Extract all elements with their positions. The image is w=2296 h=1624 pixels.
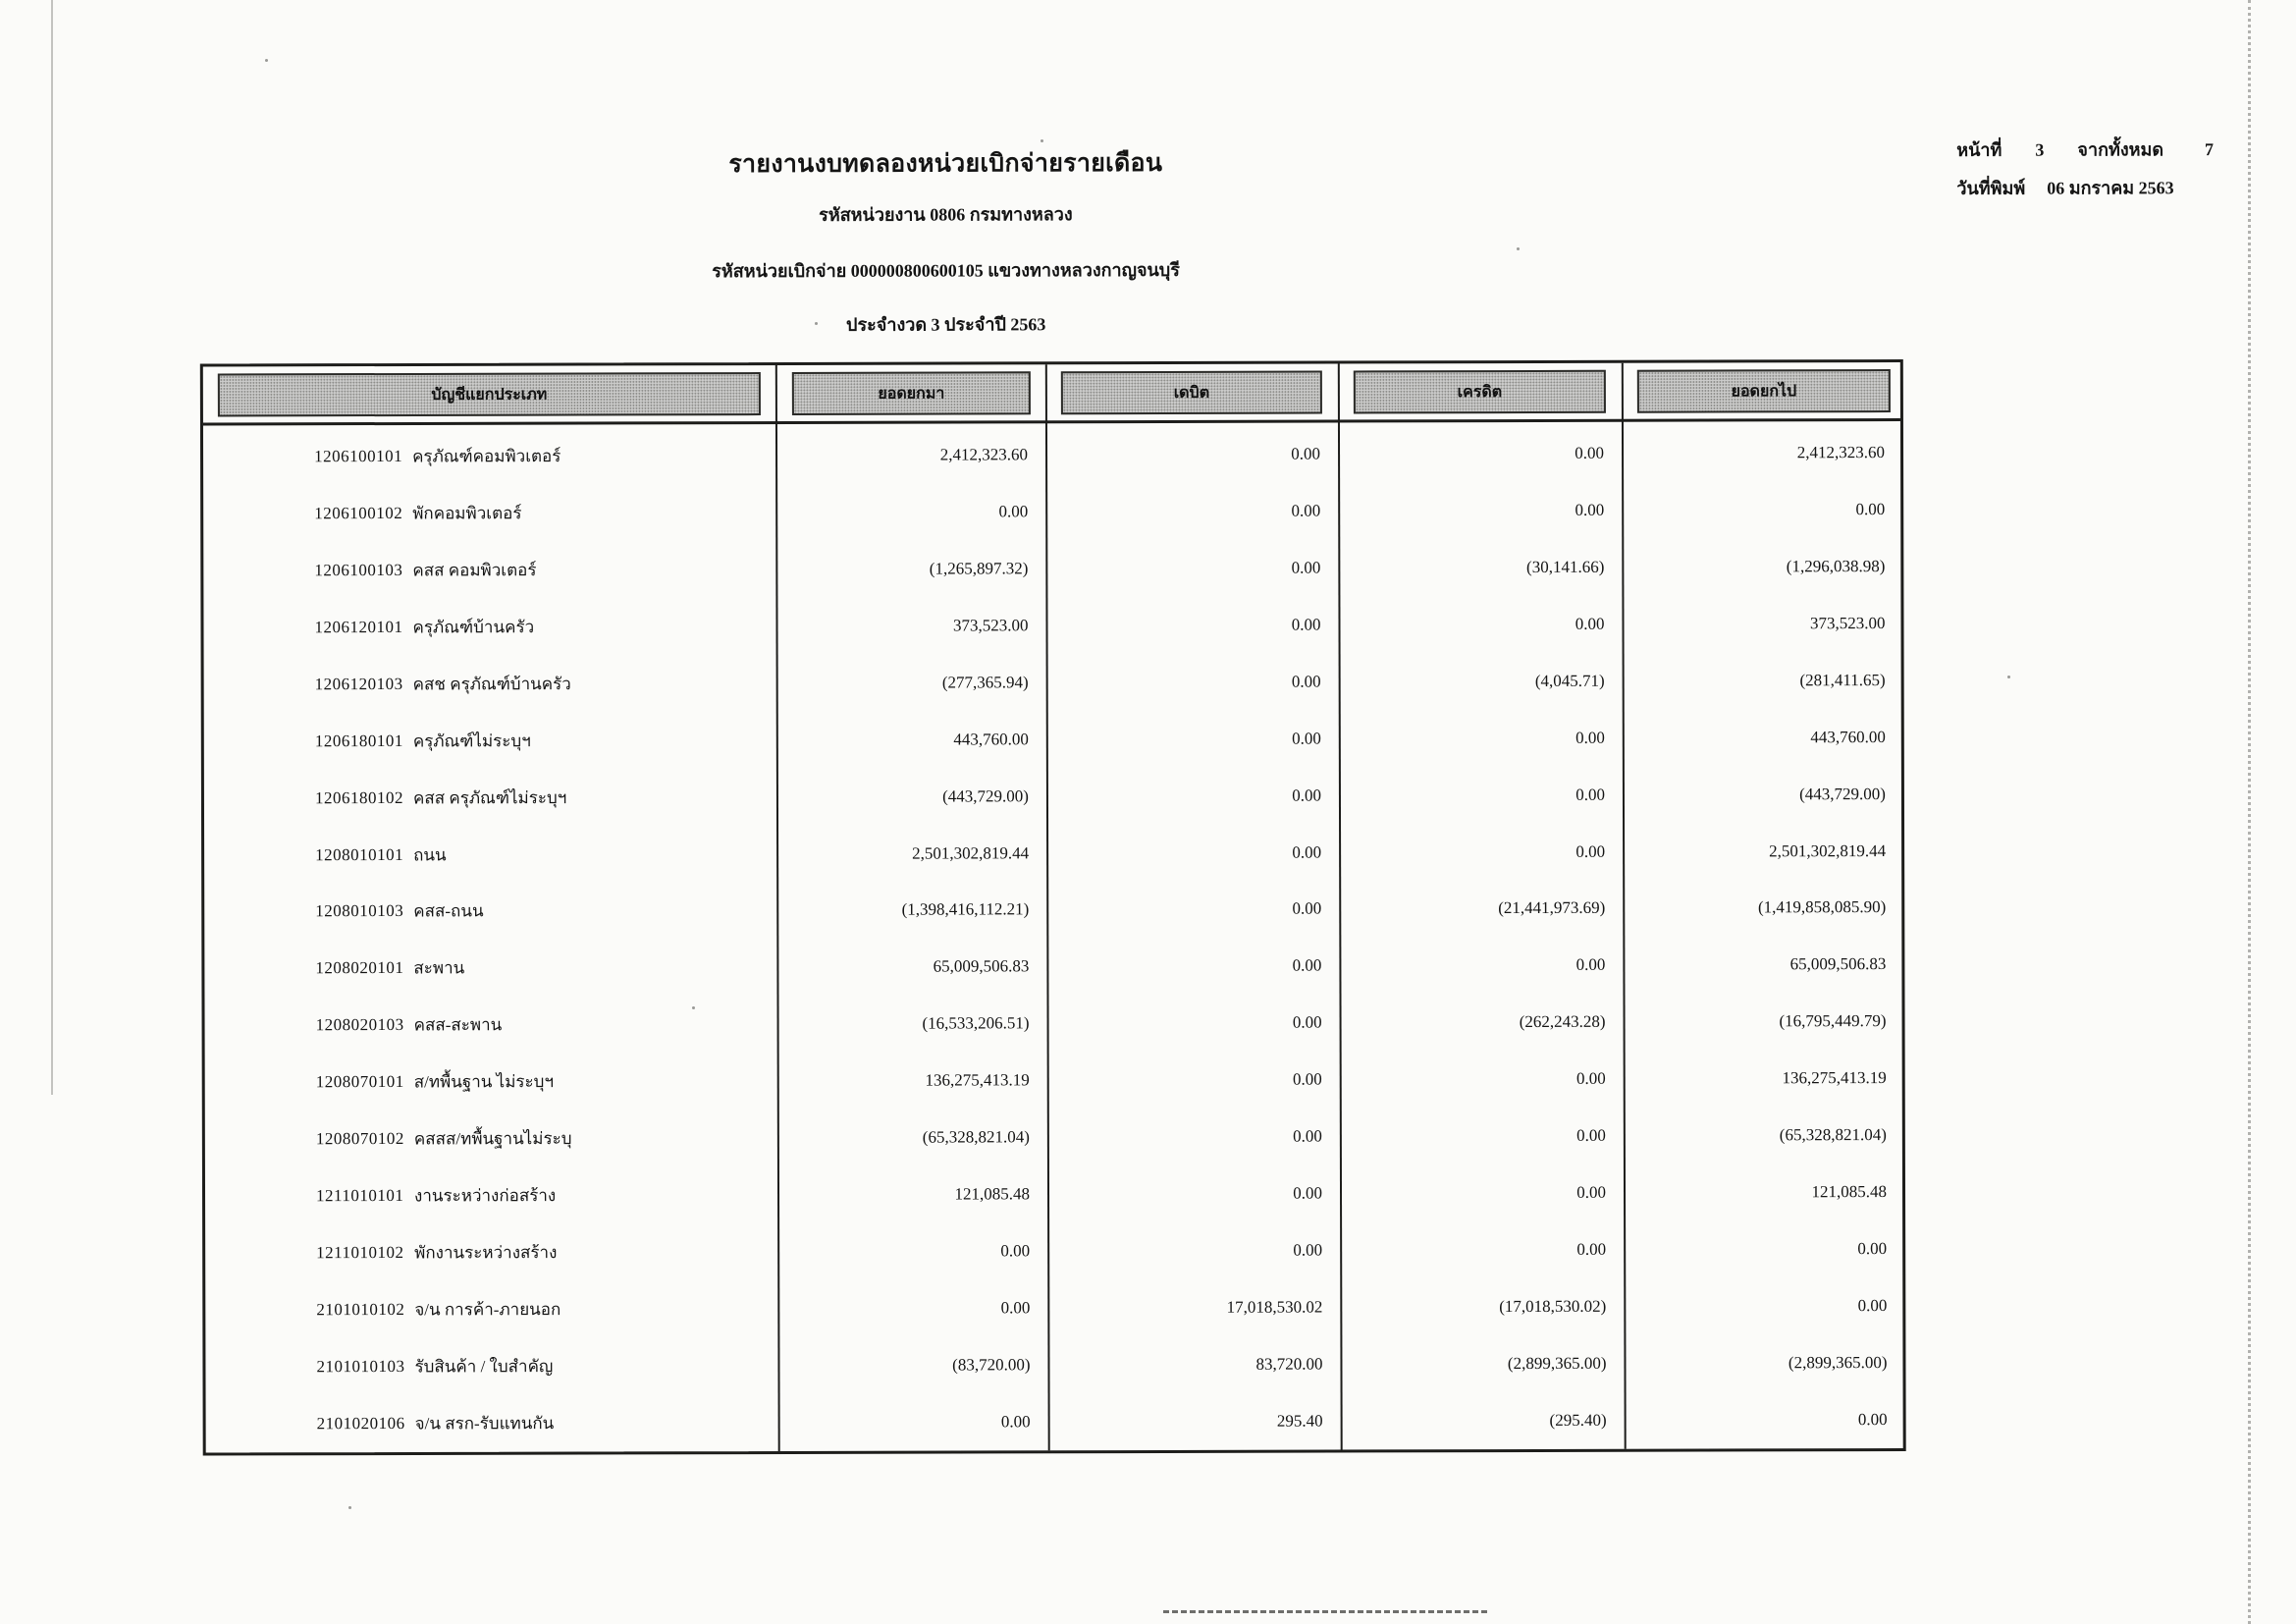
carried-forward-amount: 0.00 — [1855, 499, 1886, 519]
credit-amount: 0.00 — [1575, 614, 1605, 633]
debit-amount: 0.00 — [1292, 1069, 1322, 1089]
credit-amount: 0.00 — [1575, 728, 1605, 747]
table-row — [206, 1391, 1903, 1452]
table-row — [203, 481, 1900, 542]
column-header-debit: เดบิต — [1061, 371, 1322, 415]
carried-forward-amount: 0.00 — [1857, 1409, 1888, 1430]
table-row — [204, 936, 1901, 997]
debit-amount: 0.00 — [1292, 785, 1321, 805]
carried-forward-amount: 65,009,506.83 — [1789, 954, 1887, 974]
brought-forward-amount: (1,265,897.32) — [929, 559, 1029, 578]
table-row — [204, 709, 1901, 770]
carried-forward-amount: (443,729.00) — [1799, 784, 1886, 803]
account-name: สะพาน — [413, 958, 465, 978]
account-name: จ/น สรก-รับแทนกัน — [414, 1413, 555, 1434]
credit-amount: 0.00 — [1576, 1125, 1606, 1146]
table-row — [205, 1220, 1902, 1281]
brought-forward-amount: (443,729.00) — [942, 785, 1029, 806]
carried-forward-amount: (65,328,821.04) — [1779, 1125, 1887, 1145]
debit-amount: 17,018,530.02 — [1226, 1297, 1323, 1317]
account-code: 1206180101 — [314, 731, 403, 750]
debit-amount: 0.00 — [1293, 1183, 1323, 1203]
column-header-credit: เครดิต — [1354, 370, 1606, 414]
table-row — [203, 595, 1900, 656]
brought-forward-amount: (83,720.00) — [952, 1355, 1031, 1375]
print-date-value: 06 มกราคม 2563 — [2047, 178, 2174, 198]
table-row — [205, 1107, 1902, 1167]
brought-forward-amount: (16,533,206.51) — [922, 1013, 1030, 1033]
carried-forward-amount: 121,085.48 — [1811, 1182, 1888, 1202]
table-row — [205, 1164, 1902, 1224]
debit-amount: 0.00 — [1291, 615, 1321, 634]
credit-amount: (295.40) — [1549, 1410, 1607, 1430]
table-row — [204, 993, 1901, 1054]
carried-forward-amount: (2,899,365.00) — [1788, 1352, 1888, 1373]
account-code: 1206100101 — [314, 446, 403, 466]
column-header-account: บัญชีแยกประเภท — [218, 372, 761, 416]
carried-forward-amount: 0.00 — [1857, 1296, 1888, 1316]
account-code: 1208070102 — [315, 1129, 404, 1149]
account-name: รับสินค้า / ใบสำคัญ — [414, 1357, 554, 1377]
credit-amount: 0.00 — [1575, 841, 1606, 861]
carried-forward-amount: 2,501,302,819.44 — [1769, 840, 1887, 860]
trial-balance-table — [200, 359, 1906, 1456]
table-body — [203, 424, 1903, 1453]
debit-amount: 0.00 — [1293, 1126, 1322, 1146]
account-name: ครุภัณฑ์บ้านครัว — [412, 617, 535, 637]
agency-code-line: รหัสหน่วยงาน 0806 กรมทางหลวง — [819, 204, 1073, 225]
brought-forward-amount: 0.00 — [1000, 1241, 1031, 1261]
debit-amount: 295.40 — [1276, 1411, 1323, 1431]
brought-forward-amount: 65,009,506.83 — [933, 956, 1030, 976]
debit-amount: 0.00 — [1292, 842, 1322, 862]
debit-amount: 0.00 — [1292, 1012, 1322, 1032]
credit-amount: 0.00 — [1575, 785, 1605, 804]
page-label: หน้าที่ — [1956, 139, 2002, 160]
brought-forward-amount: 121,085.48 — [954, 1184, 1031, 1204]
account-name: คสส ครุภัณฑ์ไม่ระบุฯ — [412, 787, 567, 808]
table-row — [204, 823, 1901, 884]
report-title: รายงานงบทดลองหน่วยเบิกจ่ายรายเดือน — [728, 149, 1163, 179]
table-row — [205, 1277, 1902, 1338]
debit-amount: 0.00 — [1291, 558, 1321, 577]
debit-amount: 0.00 — [1291, 444, 1321, 463]
brought-forward-amount: 373,523.00 — [952, 616, 1029, 635]
account-name: คสส คอมพิวเตอร์ — [412, 560, 537, 580]
account-code: 1211010101 — [315, 1186, 404, 1206]
brought-forward-amount: (277,365.94) — [941, 673, 1029, 692]
account-name: คสส-สะพาน — [413, 1015, 503, 1035]
credit-amount: 0.00 — [1576, 1182, 1607, 1203]
brought-forward-amount: 2,412,323.60 — [939, 445, 1029, 464]
carried-forward-amount: (1,296,038.98) — [1786, 556, 1886, 576]
debit-amount: 0.00 — [1292, 955, 1322, 976]
debit-amount: 0.00 — [1292, 899, 1322, 919]
print-date-label: วันที่พิมพ์ — [1956, 178, 2026, 198]
page-number: 3 — [2035, 139, 2045, 160]
brought-forward-amount: 136,275,413.19 — [925, 1070, 1030, 1090]
total-pages: 7 — [2205, 139, 2215, 160]
column-header-carried-forward: ยอดยกไป — [1637, 369, 1891, 413]
table-row — [205, 1050, 1902, 1110]
brought-forward-amount: 0.00 — [1000, 1298, 1031, 1318]
carried-forward-amount: (1,419,858,085.90) — [1757, 897, 1887, 917]
account-name: พักงานระหว่างสร้าง — [414, 1243, 558, 1263]
column-header-brought-forward: ยอดยกมา — [792, 371, 1031, 415]
credit-amount: 0.00 — [1576, 1239, 1607, 1259]
table-row — [204, 652, 1901, 713]
table-row — [203, 538, 1900, 599]
account-code: 1206120101 — [314, 617, 403, 637]
carried-forward-amount: (16,795,449.79) — [1779, 1011, 1887, 1031]
carried-forward-amount: (281,411.65) — [1799, 670, 1886, 689]
credit-amount: (30,141.66) — [1525, 557, 1605, 576]
account-name: ส/ทพื้นฐาน ไม่ระบุฯ — [413, 1072, 555, 1092]
table-header-row — [203, 362, 1900, 426]
carried-forward-amount: 136,275,413.19 — [1782, 1068, 1887, 1088]
carried-forward-amount: 2,412,323.60 — [1796, 443, 1886, 462]
account-code: 1208020103 — [315, 1015, 404, 1035]
account-name: คสส-ถนน — [413, 901, 484, 921]
credit-amount: (17,018,530.02) — [1499, 1296, 1607, 1317]
account-name: คสช ครุภัณฑ์บ้านครัว — [412, 674, 571, 694]
brought-forward-amount: (1,398,416,112.21) — [901, 899, 1030, 920]
table-row — [203, 424, 1900, 485]
report-header-block — [445, 142, 1447, 340]
table-row — [204, 766, 1901, 827]
account-name: ถนน — [413, 844, 447, 864]
account-code: 1208010101 — [315, 844, 404, 864]
carried-forward-amount: 373,523.00 — [1809, 613, 1886, 633]
brought-forward-amount: 2,501,302,819.44 — [912, 842, 1030, 863]
of-total-label: จากทั้งหมด — [2077, 139, 2164, 160]
debit-amount: 0.00 — [1291, 672, 1321, 691]
debit-amount: 0.00 — [1291, 501, 1321, 520]
account-code: 2101020106 — [316, 1413, 405, 1434]
account-code: 1208010103 — [315, 901, 404, 921]
credit-amount: (262,243.28) — [1519, 1012, 1606, 1032]
account-code: 1208020101 — [315, 958, 404, 978]
carried-forward-amount: 0.00 — [1857, 1239, 1888, 1259]
credit-amount: 0.00 — [1575, 1069, 1606, 1089]
account-name: จ/น การค้า-ภายนอก — [414, 1300, 561, 1320]
credit-amount: (21,441,973.69) — [1498, 898, 1606, 918]
debit-amount: 83,720.00 — [1255, 1354, 1323, 1374]
print-date-line — [1956, 173, 2251, 202]
account-name: งานระหว่างก่อสร้าง — [413, 1186, 557, 1206]
account-code: 1206100102 — [314, 503, 403, 523]
credit-amount: (4,045.71) — [1534, 671, 1605, 690]
table-row — [205, 1334, 1902, 1395]
page-info-block — [1956, 135, 2251, 212]
brought-forward-amount: 0.00 — [1000, 1412, 1031, 1432]
brought-forward-amount: 0.00 — [998, 502, 1029, 521]
brought-forward-amount: 443,760.00 — [953, 729, 1029, 749]
brought-forward-amount: (65,328,821.04) — [922, 1127, 1030, 1147]
account-code: 1206120103 — [314, 674, 403, 693]
debit-amount: 0.00 — [1293, 1240, 1323, 1260]
account-code: 1206100103 — [314, 560, 403, 580]
credit-amount: (2,899,365.00) — [1507, 1353, 1607, 1374]
page-number-line — [1956, 135, 2251, 164]
account-name: ครุภัณฑ์ไม่ระบุฯ — [412, 731, 531, 751]
carried-forward-amount: 443,760.00 — [1810, 727, 1886, 746]
account-code: 1206180102 — [314, 787, 403, 807]
table-row — [204, 879, 1901, 940]
account-code: 1211010102 — [316, 1243, 404, 1263]
period-line: ประจำงวด 3 ประจำปี 2563 — [846, 314, 1046, 335]
account-name: คสสส/ทพื้นฐานไม่ระบุ — [413, 1129, 572, 1149]
account-code: 2101010103 — [316, 1356, 405, 1377]
account-name: พักคอมพิวเตอร์ — [412, 504, 522, 523]
account-code: 1208070101 — [315, 1072, 404, 1092]
credit-amount: 0.00 — [1575, 500, 1605, 519]
credit-amount: 0.00 — [1575, 955, 1606, 975]
account-name: ครุภัณฑ์คอมพิวเตอร์ — [412, 447, 561, 466]
debit-amount: 0.00 — [1292, 729, 1321, 748]
disbursement-unit-line: รหัสหน่วยเบิกจ่าย 000000800600105 แขวงทางหลวงกาญจนบุรี — [712, 259, 1180, 282]
credit-amount: 0.00 — [1575, 443, 1605, 462]
account-code: 2101010102 — [316, 1300, 405, 1320]
